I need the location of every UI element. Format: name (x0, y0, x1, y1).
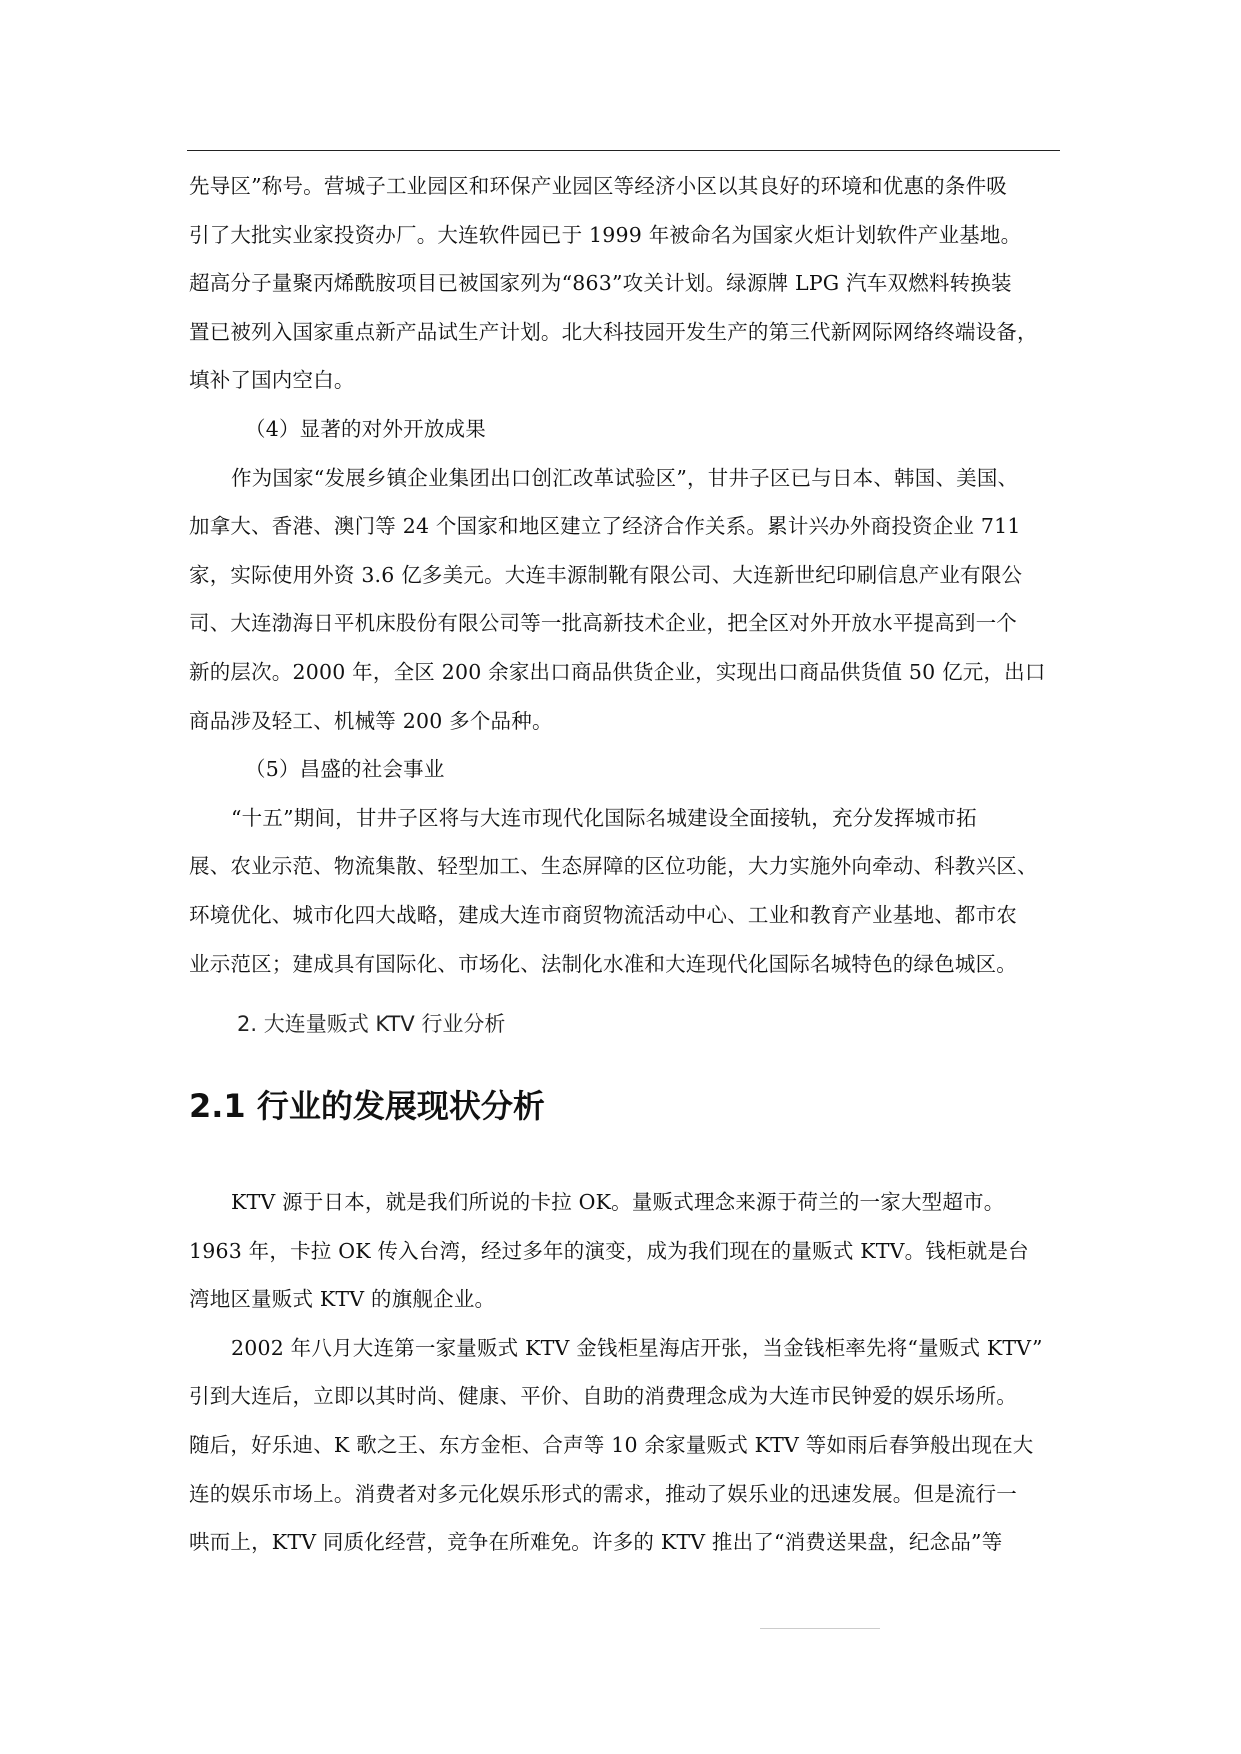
subheading-opening-up: （4）显著的对外开放成果 (245, 416, 486, 441)
paragraph-opening-up (189, 454, 1059, 746)
text-line: 置已被列入国家重点新产品试生产计划。北大科技园开发生产的第三代新网际网络终端设备， (189, 319, 1038, 344)
text-line: 哄而上，KTV 同质化经营，竞争在所难免。许多的 KTV 推出了“消费送果盘，纪念品”等 (189, 1530, 1003, 1555)
text-line: 先导区”称号。营城子工业园区和环保产业园区等经济小区以其良好的环境和优惠的条件吸 (189, 174, 1007, 198)
text-line: 引到大连后，立即以其时尚、健康、平价、自助的消费理念成为大连市民钟爱的娱乐场所。 (189, 1384, 1017, 1409)
text-line: 商品涉及轻工、机械等 200 多个品种。 (189, 708, 553, 733)
paragraph-ktv-dalian (189, 1324, 1059, 1567)
paragraph-industrial-parks (189, 162, 1059, 405)
text-line: 连的娱乐市场上。消费者对多元化娱乐形式的需求，推动了娱乐业的迅速发展。但是流行一 (189, 1481, 1017, 1506)
subheading-social-undertakings: （5）昌盛的社会事业 (245, 757, 445, 782)
footer-mark (760, 1628, 880, 1629)
text-line: 业示范区；建成具有国际化、市场化、法制化水准和大连现代化国际名城特色的绿色城区。 (189, 951, 1017, 976)
text-line: 引了大批实业家投资办厂。大连软件园已于 1999 年被命名为国家火炬计划软件产业基地。 (189, 222, 1022, 247)
text-line: 加拿大、香港、澳门等 24 个国家和地区建立了经济合作关系。累计兴办外商投资企业 711 (189, 514, 1021, 539)
text-line: 环境优化、城市化四大战略，建成大连市商贸物流活动中心、工业和教育产业基地、都市农 (189, 902, 1017, 927)
text-line: 填补了国内空白。 (189, 368, 355, 393)
paragraph-social-undertakings (189, 794, 1059, 988)
text-line: 随后，好乐迪、K 歌之王、东方金柜、合声等 10 余家量贩式 KTV 等如雨后春笋般出现在大 (189, 1433, 1034, 1458)
text-line: 湾地区量贩式 KTV 的旗舰企业。 (189, 1287, 496, 1312)
text-line: 新的层次。2000 年，全区 200 余家出口商品供货企业，实现出口商品供货值 50 亿元，出口 (189, 659, 1046, 684)
text-line: 司、大连渤海日平机床股份有限公司等一批高新技术企业，把全区对外开放水平提高到一个 (189, 611, 1017, 636)
text-line: 作为国家“发展乡镇企业集团出口创汇改革试验区”，甘井子区已与日本、韩国、美国、 (231, 465, 1019, 490)
text-line: 1963 年，卡拉 OK 传入台湾，经过多年的演变，成为我们现在的量贩式 KTV。钱柜就是台 (189, 1238, 1029, 1263)
text-line: 家，实际使用外资 3.6 亿多美元。大连丰源制靴有限公司、大连新世纪印刷信息产业有限公 (189, 562, 1023, 587)
text-line: “十五”期间，甘井子区将与大连市现代化国际名城建设全面接轨，充分发挥城市拓 (231, 805, 977, 830)
page-body (189, 162, 1059, 1567)
chapter-heading: 2.1 行业的发展现状分析 (189, 1087, 545, 1126)
text-line: 展、农业示范、物流集散、轻型加工、生态屏障的区位功能，大力实施外向牵动、科教兴区、 (189, 854, 1038, 879)
header-rule (187, 150, 1060, 151)
text-line: 2002 年八月大连第一家量贩式 KTV 金钱柜星海店开张，当金钱柜率先将“量贩式 KTV” (231, 1335, 1043, 1360)
text-line: KTV 源于日本，就是我们所说的卡拉 OK。量贩式理念来源于荷兰的一家大型超市。 (231, 1190, 1005, 1215)
text-line: 超高分子量聚丙烯酰胺项目已被国家列为“863”攻关计划。绿源牌 LPG 汽车双燃料转换装 (189, 271, 1012, 296)
paragraph-ktv-origin (189, 1178, 1059, 1324)
section-heading: 2. 大连量贩式 KTV 行业分析 (237, 1012, 506, 1037)
